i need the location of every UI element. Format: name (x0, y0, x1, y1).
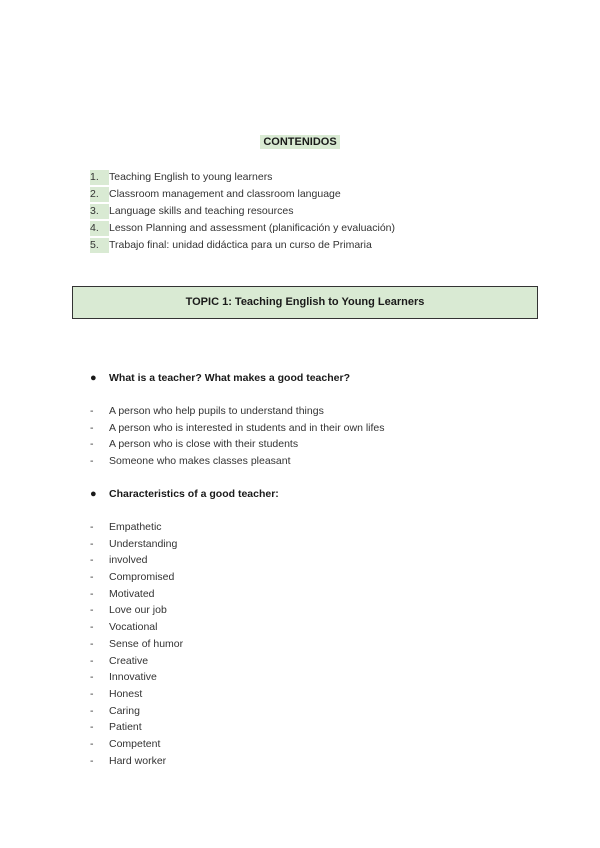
contents-item-text: Lesson Planning and assessment (planificación y evaluación) (109, 222, 396, 234)
list-item-text: involved (109, 554, 148, 567)
contents-item-text: Classroom management and classroom language (109, 188, 341, 200)
dash-marker: - (90, 405, 94, 417)
list-item (90, 454, 385, 471)
list-item (90, 620, 183, 637)
dash-marker: - (90, 721, 94, 734)
dash-marker: - (90, 704, 94, 717)
characteristics-list (90, 520, 183, 770)
list-item (90, 654, 183, 671)
contents-item-number: 2. (90, 187, 109, 202)
contents-item (90, 204, 395, 221)
list-item-text: Motivated (109, 587, 155, 600)
bullet-icon: ● (90, 488, 97, 500)
page-title (0, 136, 600, 148)
list-item-text: Patient (109, 721, 142, 734)
list-item-text: Honest (109, 687, 143, 700)
list-item-text: Empathetic (109, 521, 162, 533)
list-item (90, 570, 183, 587)
contents-item (90, 170, 395, 187)
list-item-text: Understanding (109, 537, 178, 550)
list-item (90, 553, 183, 570)
dash-marker: - (90, 587, 94, 600)
section-heading-text: Characteristics of a good teacher: (109, 488, 279, 500)
section-heading-teacher (90, 372, 350, 384)
dash-marker: - (90, 554, 94, 567)
dash-marker: - (90, 671, 94, 684)
contents-item-number: 3. (90, 204, 109, 219)
list-item-text: Love our job (109, 604, 167, 617)
dash-marker: - (90, 421, 94, 434)
contents-item (90, 221, 395, 238)
list-item-text: Caring (109, 704, 140, 717)
list-item (90, 520, 183, 537)
list-item (90, 754, 183, 771)
list-item-text: Creative (109, 654, 149, 667)
contents-item-text: Trabajo final: unidad didáctica para un curso de Primaria (109, 239, 372, 251)
list-item-text: Someone who makes classes pleasant (109, 455, 291, 468)
list-item (90, 637, 183, 654)
list-item (90, 404, 385, 421)
list-item-text: Competent (109, 737, 161, 750)
dash-marker: - (90, 737, 94, 750)
list-item (90, 687, 183, 704)
list-item (90, 587, 183, 604)
contents-item-number: 4. (90, 221, 109, 236)
dash-marker: - (90, 521, 94, 533)
dash-marker: - (90, 637, 94, 650)
contents-item-number: 1. (90, 170, 109, 185)
section-heading-text: What is a teacher? What makes a good teacher? (109, 372, 350, 384)
list-item-text: Vocational (109, 621, 158, 634)
list-item-text: Innovative (109, 671, 157, 684)
dash-marker: - (90, 537, 94, 550)
list-item (90, 437, 385, 454)
dash-marker: - (90, 621, 94, 634)
contents-item-text: Teaching English to young learners (109, 171, 273, 183)
contents-item (90, 238, 395, 255)
list-item-text: A person who is close with their students (109, 438, 299, 451)
dash-marker: - (90, 455, 94, 468)
page-title-text: CONTENIDOS (260, 135, 339, 149)
dash-marker: - (90, 604, 94, 617)
dash-marker: - (90, 687, 94, 700)
list-item (90, 670, 183, 687)
dash-marker: - (90, 654, 94, 667)
topic-heading: TOPIC 1: Teaching English to Young Learners (185, 296, 425, 308)
bullet-icon: ● (90, 372, 97, 384)
list-item-text: Hard worker (109, 754, 167, 767)
list-item (90, 720, 183, 737)
contents-item-text: Language skills and teaching resources (109, 205, 294, 217)
topic-heading-box (72, 286, 538, 319)
dash-marker: - (90, 438, 94, 451)
contents-list (90, 170, 395, 255)
list-item (90, 737, 183, 754)
dash-marker: - (90, 754, 94, 767)
list-item (90, 704, 183, 721)
section-heading-characteristics (90, 488, 279, 500)
list-item-text: A person who is interested in students and in their own lifes (109, 421, 385, 434)
teacher-definition-list (90, 404, 385, 471)
contents-item (90, 187, 395, 204)
list-item (90, 537, 183, 554)
list-item-text: A person who help pupils to understand things (109, 405, 324, 417)
list-item-text: Compromised (109, 571, 175, 584)
list-item (90, 421, 385, 438)
contents-item-number: 5. (90, 238, 109, 253)
list-item-text: Sense of humor (109, 637, 184, 650)
dash-marker: - (90, 571, 94, 584)
list-item (90, 603, 183, 620)
